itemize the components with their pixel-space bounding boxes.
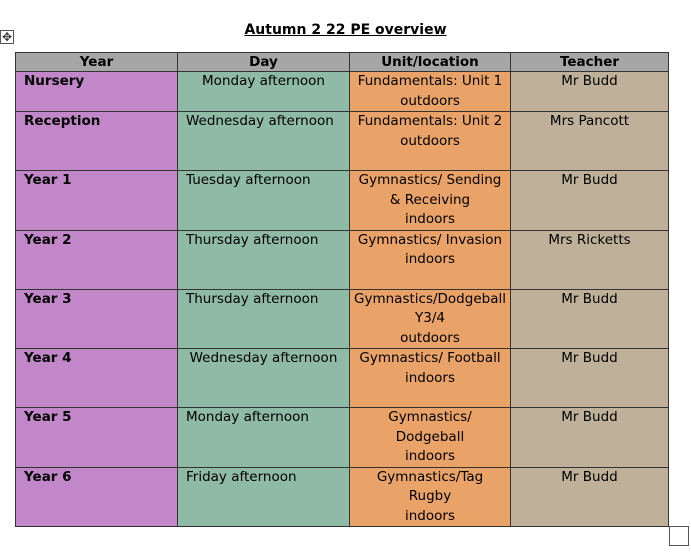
unit-line: Gymnastics/ Sending (358, 172, 502, 188)
unit-line: Fundamentals: Unit 2 (357, 113, 503, 129)
cell-teacher[interactable]: Mrs Pancott (511, 112, 669, 171)
cell-year[interactable]: Nursery (16, 72, 178, 112)
header-day: Day (178, 53, 350, 72)
unit-line: indoors (405, 369, 455, 386)
cell-year[interactable]: Year 1 (16, 171, 178, 231)
cell-day[interactable]: Wednesday afternoon (178, 112, 350, 171)
header-unit-location: Unit/location (350, 53, 511, 72)
cell-day[interactable]: Monday afternoon (178, 408, 350, 468)
unit-line: Gymnastics/ (388, 409, 472, 425)
unit-line: outdoors (400, 329, 460, 346)
cell-teacher[interactable]: Mr Budd (511, 72, 669, 112)
cell-day[interactable]: Wednesday afternoon (178, 349, 350, 408)
cell-year[interactable]: Reception (16, 112, 178, 171)
unit-line: Dodgeball (395, 428, 465, 445)
table-move-handle-icon[interactable]: ✥ (1, 30, 13, 44)
header-year: Year (16, 53, 178, 72)
cell-day[interactable]: Friday afternoon (178, 467, 350, 527)
unit-line: & Receiving (389, 191, 471, 208)
cell-unit-location[interactable] (350, 72, 511, 112)
document-title: Autumn 2 22 PE overview (244, 22, 447, 38)
unit-line: Gymnastics/Tag (376, 468, 484, 485)
unit-line: indoors (405, 211, 455, 227)
unit-line: indoors (405, 251, 455, 267)
table-header-row (16, 53, 669, 72)
pe-overview-table (15, 52, 669, 527)
table-row (16, 112, 669, 171)
cell-unit-location[interactable] (350, 289, 511, 349)
table-row (16, 349, 669, 408)
unit-line: Y3/4 (415, 310, 445, 326)
cell-unit-location[interactable] (350, 349, 511, 408)
cell-unit-location[interactable] (350, 230, 511, 289)
unit-line: outdoors (400, 92, 460, 109)
cell-year[interactable]: Year 5 (16, 408, 178, 468)
cell-year[interactable]: Year 3 (16, 289, 178, 349)
table-row (16, 171, 669, 231)
table-row (16, 467, 669, 527)
cell-unit-location[interactable] (350, 467, 511, 527)
cell-day[interactable]: Tuesday afternoon (178, 171, 350, 231)
cell-day[interactable]: Monday afternoon (178, 72, 350, 112)
cell-unit-location[interactable] (350, 408, 511, 468)
unit-line: indoors (405, 448, 455, 464)
unit-line: Rugby (408, 488, 452, 504)
cell-day[interactable]: Thursday afternoon (178, 289, 350, 349)
unit-line: indoors (405, 507, 455, 524)
table-row (16, 408, 669, 468)
unit-line: outdoors (400, 132, 460, 149)
table-body (16, 72, 669, 527)
table-row (16, 72, 669, 112)
cell-year[interactable]: Year 2 (16, 230, 178, 289)
table-row (16, 230, 669, 289)
unit-line: Gymnastics/ Invasion (357, 231, 503, 248)
cell-teacher[interactable]: Mr Budd (511, 408, 669, 468)
cell-unit-location[interactable] (350, 171, 511, 231)
unit-line: Gymnastics/Dodgeball (354, 290, 506, 307)
header-teacher: Teacher (511, 53, 669, 72)
table-row (16, 289, 669, 349)
cell-teacher[interactable]: Mr Budd (511, 171, 669, 231)
cell-year[interactable]: Year 4 (16, 349, 178, 408)
unit-line: Gymnastics/ Football (359, 350, 501, 366)
unit-line: Fundamentals: Unit 1 (357, 73, 503, 89)
cell-teacher[interactable]: Mr Budd (511, 289, 669, 349)
cell-unit-location[interactable] (350, 112, 511, 171)
cell-teacher[interactable]: Mrs Ricketts (511, 230, 669, 289)
cell-day[interactable]: Thursday afternoon (178, 230, 350, 289)
cell-teacher[interactable]: Mr Budd (511, 349, 669, 408)
cell-year[interactable]: Year 6 (16, 467, 178, 527)
cell-teacher[interactable]: Mr Budd (511, 467, 669, 527)
table-resize-handle-icon[interactable] (669, 526, 689, 546)
